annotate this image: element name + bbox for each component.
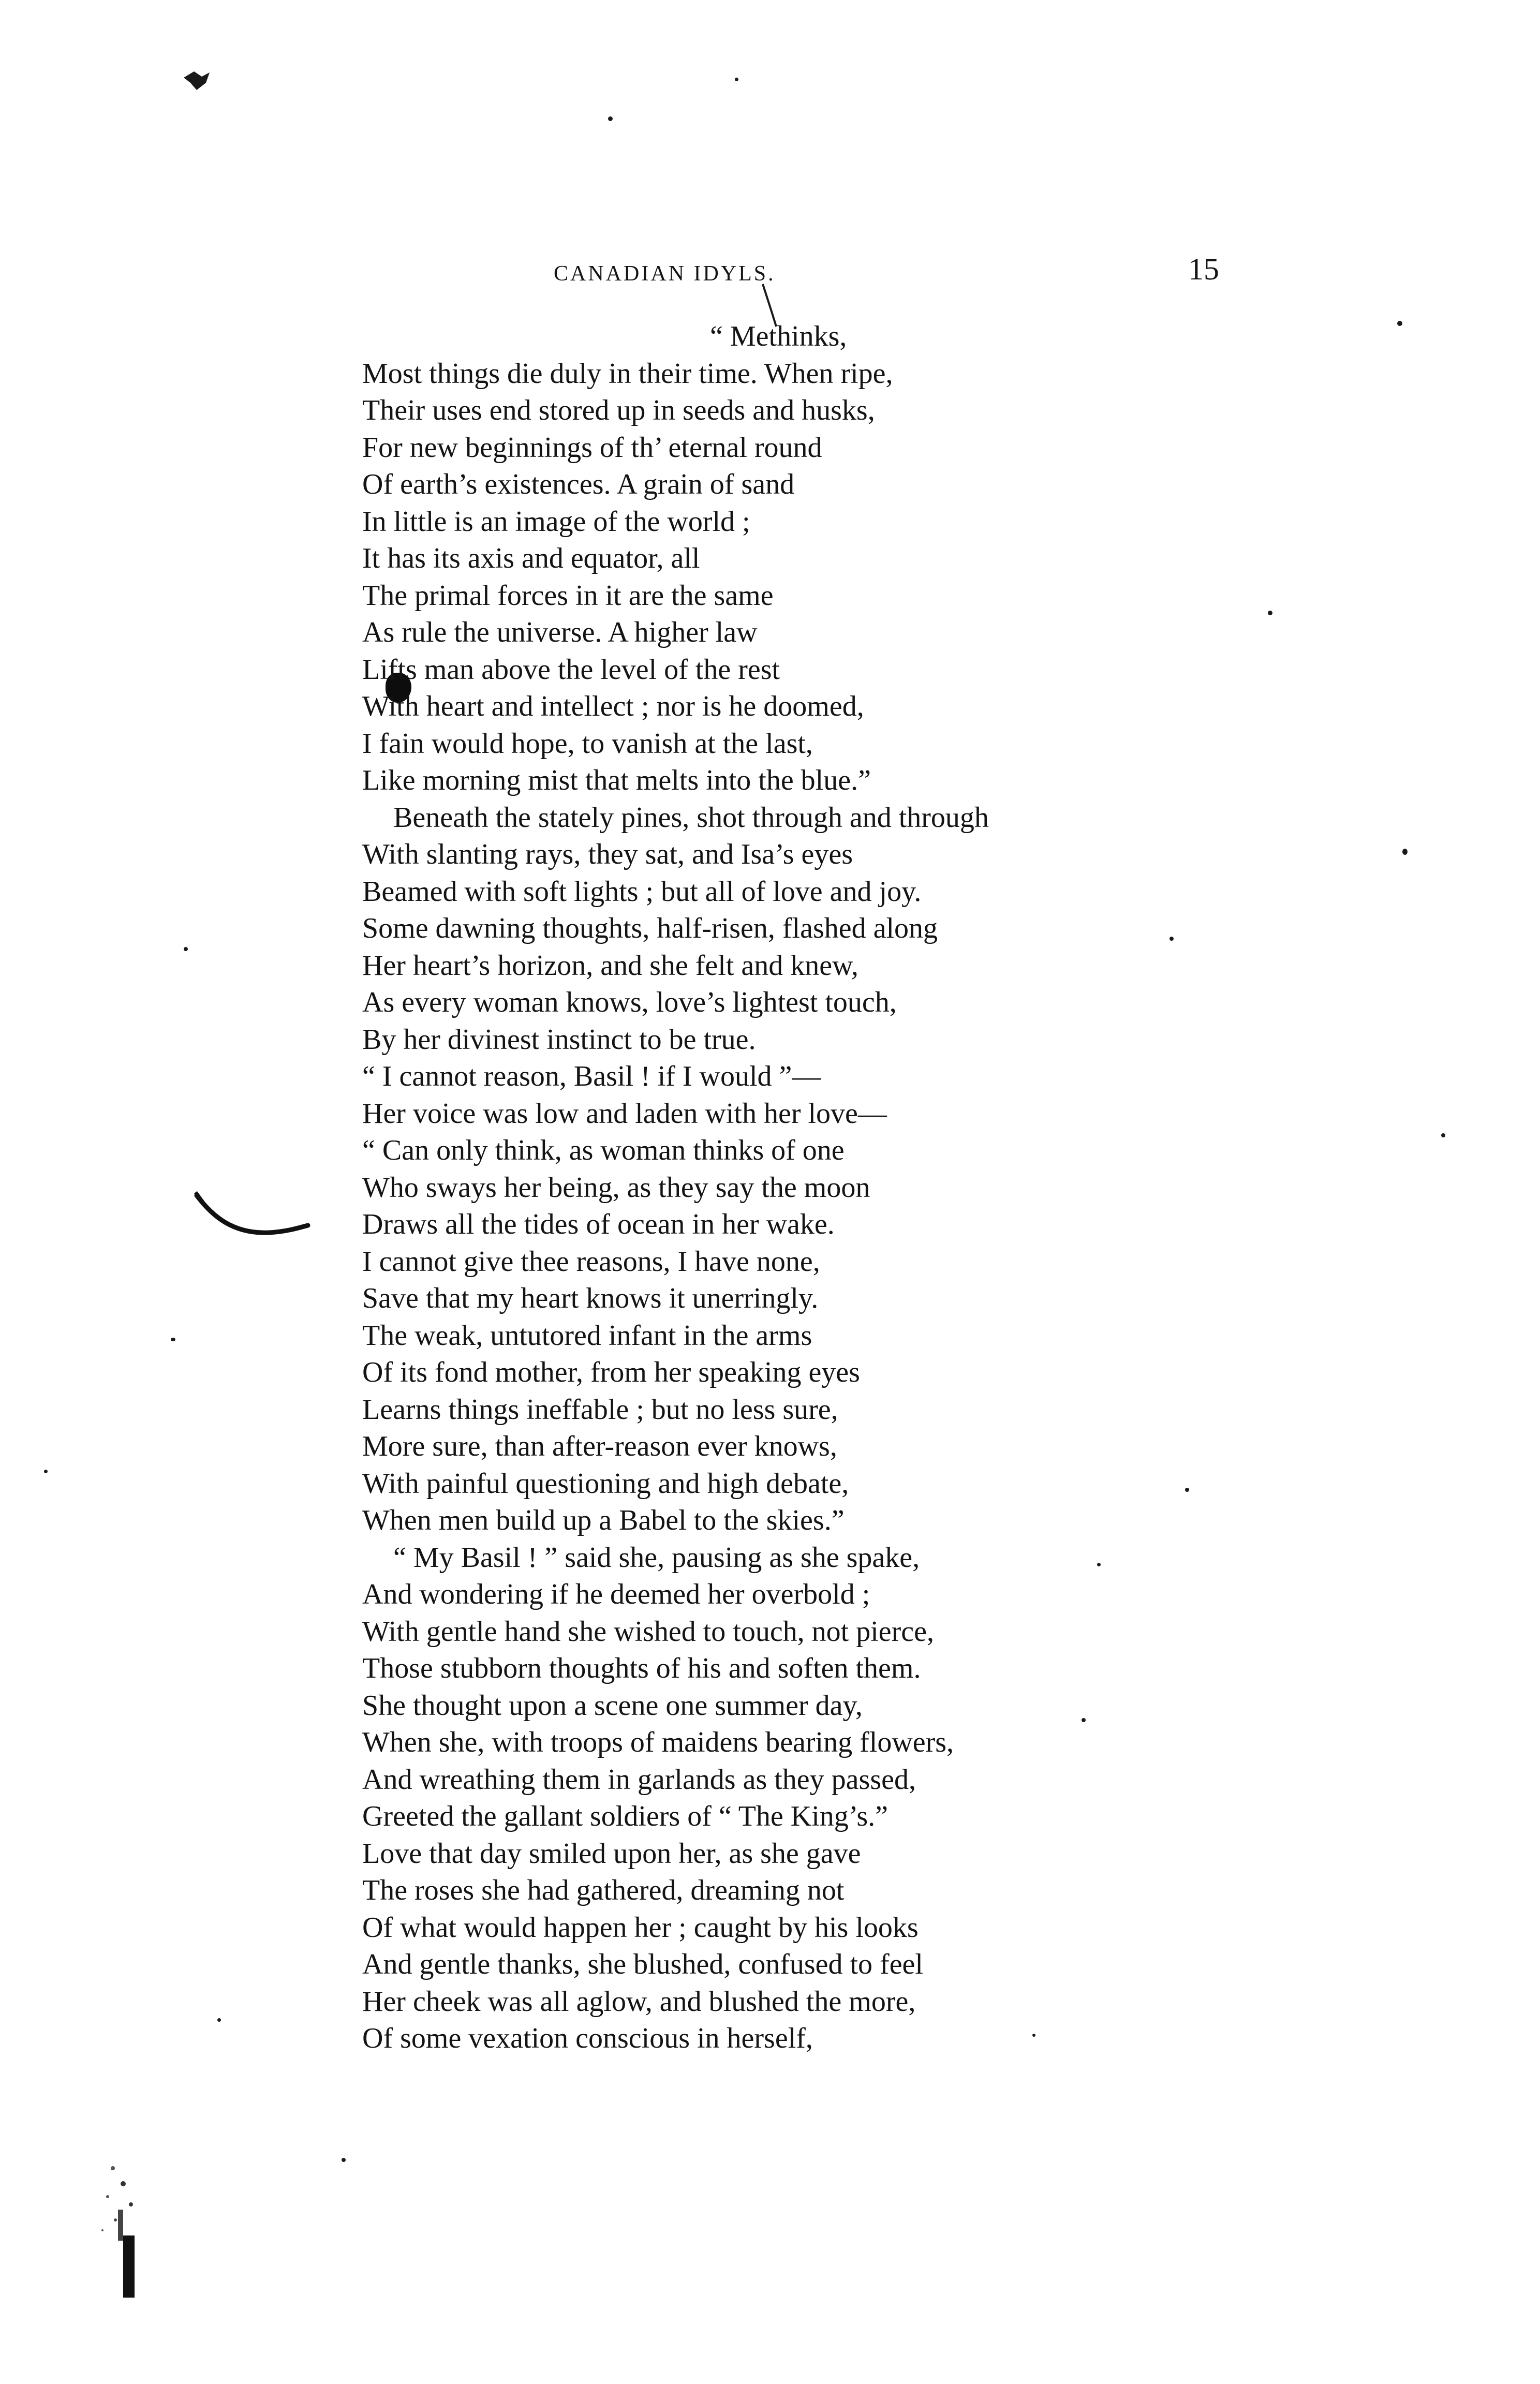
poem-body	[362, 318, 1190, 2057]
verse-line: With heart and intellect ; nor is he doomed,	[362, 690, 864, 722]
verse-line: Of earth’s existences. A grain of sand	[362, 468, 795, 500]
scan-speck	[184, 947, 188, 951]
verse-line: When men build up a Babel to the skies.”	[362, 1504, 845, 1536]
scan-speck	[44, 1470, 48, 1473]
verse-line: Her heart’s horizon, and she felt and knew,	[362, 949, 858, 982]
scan-speck	[608, 116, 613, 121]
verse-line: “ Methinks,	[710, 320, 847, 352]
verse-line: With painful questioning and high debate,	[362, 1467, 849, 1500]
verse-line: Some dawning thoughts, half-risen, flashed along	[362, 912, 938, 944]
verse-line: The weak, untutored infant in the arms	[362, 1319, 812, 1352]
ink-smudge-icon	[181, 67, 212, 93]
verse-line: Beamed with soft lights ; but all of love and joy.	[362, 875, 922, 908]
verse-line: The primal forces in it are the same	[362, 579, 774, 612]
verse-line: “ I cannot reason, Basil ! if I would ”—	[362, 1060, 821, 1092]
scan-speck	[1402, 849, 1408, 855]
verse-line: In little is an image of the world ;	[362, 505, 750, 538]
verse-line: Learns things ineffable ; but no less sure,	[362, 1393, 838, 1426]
verse-line: For new beginnings of th’ eternal round	[362, 431, 822, 464]
verse-line: Beneath the stately pines, shot through and through	[393, 801, 989, 834]
verse-line: I fain would hope, to vanish at the last,	[362, 727, 813, 760]
verse-line: By her divinest instinct to be true.	[362, 1023, 756, 1056]
verse-line: Love that day smiled upon her, as she gave	[362, 1837, 861, 1870]
verse-line: It has its axis and equator, all	[362, 542, 700, 574]
verse-line: And wreathing them in garlands as they passed,	[362, 1763, 916, 1796]
verse-line: Save that my heart knows it unerringly.	[362, 1282, 819, 1314]
scan-speck	[1441, 1133, 1445, 1137]
verse-line: More sure, than after-reason ever knows,	[362, 1430, 837, 1462]
verse-line: Those stubborn thoughts of his and soften them.	[362, 1652, 921, 1684]
scan-speck	[735, 78, 738, 81]
scanned-edge-noise-icon	[87, 2148, 144, 2298]
scan-speck	[342, 2158, 346, 2162]
verse-line: Her cheek was all aglow, and blushed the more,	[362, 1985, 916, 2018]
verse-line: “ My Basil ! ” said she, pausing as she spake,	[393, 1541, 920, 1574]
verse-line: Of some vexation conscious in herself,	[362, 2022, 813, 2054]
verse-line: Who sways her being, as they say the moon	[362, 1171, 870, 1204]
verse-line: When she, with troops of maidens bearing flowers,	[362, 1726, 954, 1758]
verse-line: Of what would happen her ; caught by his looks	[362, 1911, 919, 1944]
verse-line: I cannot give thee reasons, I have none,	[362, 1245, 820, 1278]
verse-line: As every woman knows, love’s lightest touch,	[362, 986, 897, 1018]
verse-line: Most things die duly in their time. When ripe,	[362, 357, 893, 390]
verse-line: Draws all the tides of ocean in her wake.	[362, 1208, 835, 1240]
verse-line: Like morning mist that melts into the blue.”	[362, 764, 871, 796]
verse-line: With slanting rays, they sat, and Isa’s eyes	[362, 838, 853, 870]
verse-line: Of its fond mother, from her speaking eyes	[362, 1356, 860, 1388]
verse-line: The roses she had gathered, dreaming not	[362, 1874, 845, 1906]
verse-line: “ Can only think, as woman thinks of one	[362, 1134, 845, 1166]
scan-speck	[217, 2018, 221, 2022]
scan-speck	[1397, 321, 1402, 326]
page-number: 15	[1188, 252, 1219, 286]
verse-line: And wondering if he deemed her overbold ;	[362, 1578, 870, 1610]
verse-line: Greeted the gallant soldiers of “ The King’s.”	[362, 1800, 888, 1832]
verse-line: Their uses end stored up in seeds and husks,	[362, 394, 875, 426]
scan-speck	[171, 1338, 175, 1341]
verse-line: With gentle hand she wished to touch, not pierce,	[362, 1615, 935, 1648]
verse-line: She thought upon a scene one summer day,	[362, 1689, 863, 1722]
verse-line: As rule the universe. A higher law	[362, 616, 758, 648]
pencil-margin-mark-icon	[191, 1185, 310, 1242]
verse-line: Lifts man above the level of the rest	[362, 653, 780, 686]
running-head: CANADIAN IDYLS.	[554, 262, 776, 286]
scan-speck	[1268, 611, 1272, 615]
verse-line: Her voice was low and laden with her love—	[362, 1097, 887, 1130]
verse-line: And gentle thanks, she blushed, confused to feel	[362, 1948, 923, 1980]
